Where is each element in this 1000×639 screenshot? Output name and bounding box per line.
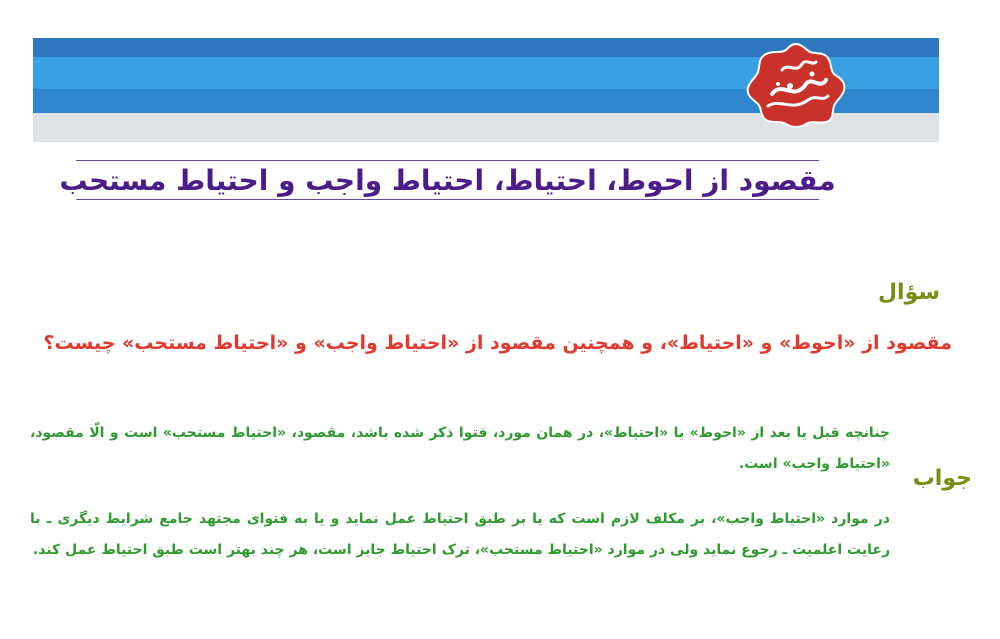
answer-paragraph-1: چنانچه قبل یا بعد از «احوط» یا «احتیاط»، در همان مورد، فتوا ذکر شده باشد، مقصود، «احتیاط مستحب» است و الّا مقصود، «احتیاط واجب» است. <box>30 425 890 472</box>
question-label: سؤال <box>877 280 940 305</box>
answer-paragraph-2: در موارد «احتیاط واجب»، بر مکلف لازم است که یا بر طبق احتیاط عمل نماید و یا به فتوای مجتهد جامع شرایط دیگری ـ با رعایت اعلمیت ـ رجوع نماید ولی در موارد «احتیاط مستحب»، ترک احتیاط جایز است، هر چند بهتر است طبق احتیاط عمل کند. <box>30 511 890 558</box>
seal-logo-icon <box>742 40 850 130</box>
header-banner <box>33 38 939 142</box>
page-title: مقصود از احوط، احتیاط، احتیاط واجب و احتیاط مستحب <box>59 163 836 197</box>
answer-label: جواب <box>912 466 972 491</box>
title-frame <box>59 160 836 200</box>
question-text: مقصود از «احوط» و «احتیاط»، و همچنین مقصود از «احتیاط واجب» و «احتیاط مستحب» چیست؟ <box>43 332 952 354</box>
